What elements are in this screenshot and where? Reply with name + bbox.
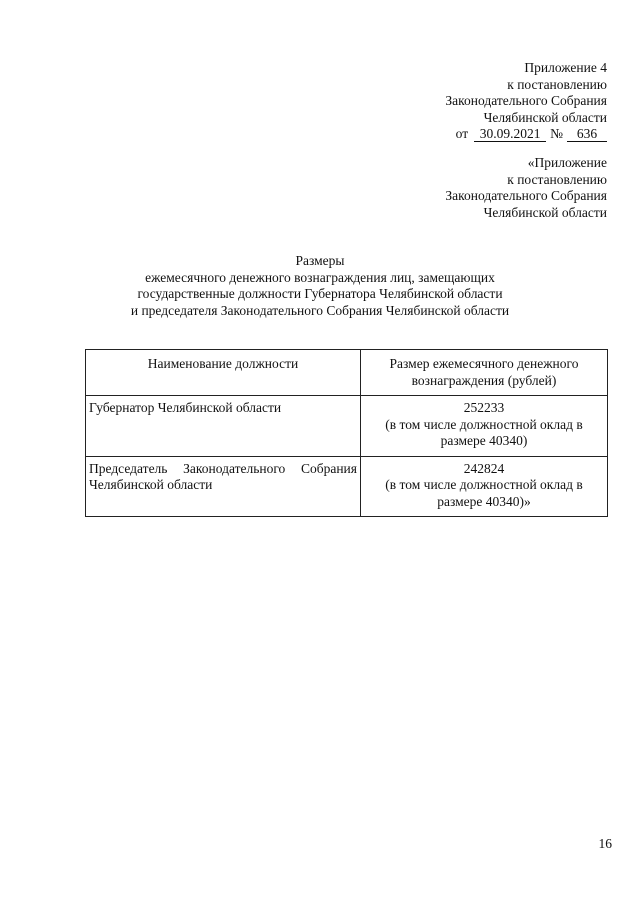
table-header-row bbox=[86, 350, 608, 396]
appendix-date-line bbox=[307, 126, 607, 143]
appendix-line: Приложение 4 bbox=[524, 60, 607, 75]
quoted-appendix-header bbox=[307, 155, 607, 221]
amount-note: (в том числе должностной оклад в размере 40340)» bbox=[385, 477, 583, 509]
position-cell: Губернатор Челябинской области bbox=[86, 396, 361, 457]
table-row bbox=[86, 396, 608, 457]
amount-cell bbox=[361, 396, 608, 457]
amount-value: 242824 bbox=[463, 460, 505, 476]
appendix-line: Челябинской области bbox=[483, 109, 607, 125]
date-prefix: от bbox=[455, 126, 469, 141]
resolution-number: 636 bbox=[567, 127, 607, 142]
quoted-appendix-line: Челябинской области bbox=[483, 204, 607, 220]
position-cell: Председатель Законодательного Собрания Челябинской области bbox=[86, 456, 361, 517]
title-line: ежемесячного денежного вознаграждения лиц, замещающих bbox=[145, 269, 495, 285]
resolution-date: 30.09.2021 bbox=[474, 127, 546, 142]
page-number: 16 bbox=[598, 836, 612, 851]
title-line: и председателя Законодательного Собрания Челябинской области bbox=[130, 302, 510, 318]
table-row bbox=[86, 456, 608, 517]
quoted-appendix-line: «Приложение bbox=[527, 155, 607, 170]
header-amount: Размер ежемесячного денежного вознаграждения (рублей) bbox=[361, 350, 608, 396]
amount-note: (в том числе должностной оклад в размере 40340) bbox=[385, 416, 583, 448]
quoted-appendix-line: Законодательного Собрания bbox=[445, 188, 607, 203]
number-prefix: № bbox=[550, 126, 563, 141]
quoted-appendix-line: к постановлению bbox=[507, 171, 607, 187]
remuneration-table bbox=[85, 349, 608, 517]
title-line: Размеры bbox=[295, 253, 345, 268]
document-title bbox=[0, 253, 640, 319]
amount-value: 252233 bbox=[463, 400, 505, 415]
appendix-line: Законодательного Собрания bbox=[445, 93, 607, 108]
header-position: Наименование должности bbox=[86, 350, 361, 396]
appendix-header bbox=[307, 60, 607, 143]
appendix-line: к постановлению bbox=[507, 76, 607, 92]
title-line: государственные должности Губернатора Челябинской области bbox=[137, 286, 503, 301]
amount-cell bbox=[361, 456, 608, 517]
